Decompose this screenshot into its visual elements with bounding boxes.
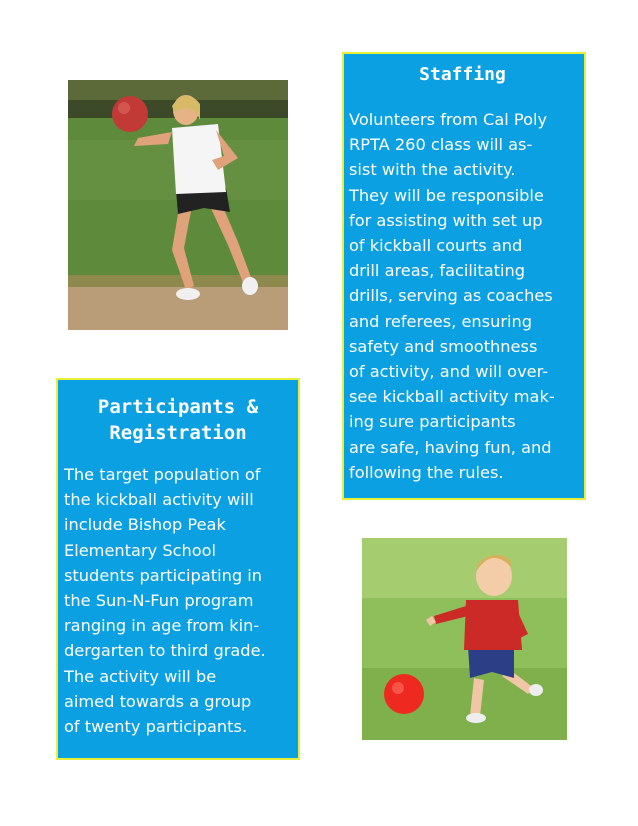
woman-catching-ball-photo <box>68 80 288 330</box>
child-kicking-ball-photo <box>362 538 567 740</box>
staffing-text: Volunteers from Cal Poly RPTA 260 class will as- sist with the activity. They will be responsible for assisting with set up of kickball courts and drill areas, facilitating drills, serving as coaches and referees, ensuring safety and smoothness of activity, and will over- see kickball activity mak- ing sure participants are safe, having fun, and following the rules. <box>349 110 555 482</box>
staffing-heading: Staffing <box>419 64 506 85</box>
staffing-box <box>342 52 586 500</box>
participants-registration-text: The target population of the kickball activity will include Bishop Peak Elementary School students participating in the Sun-N-Fun program ranging in age from kin- dergarten to third grade. The activity will be aimed towards a group of twenty participants. <box>64 465 266 737</box>
participants-registration-heading: Participants & Registration <box>97 396 259 444</box>
participants-registration-box <box>56 378 300 760</box>
